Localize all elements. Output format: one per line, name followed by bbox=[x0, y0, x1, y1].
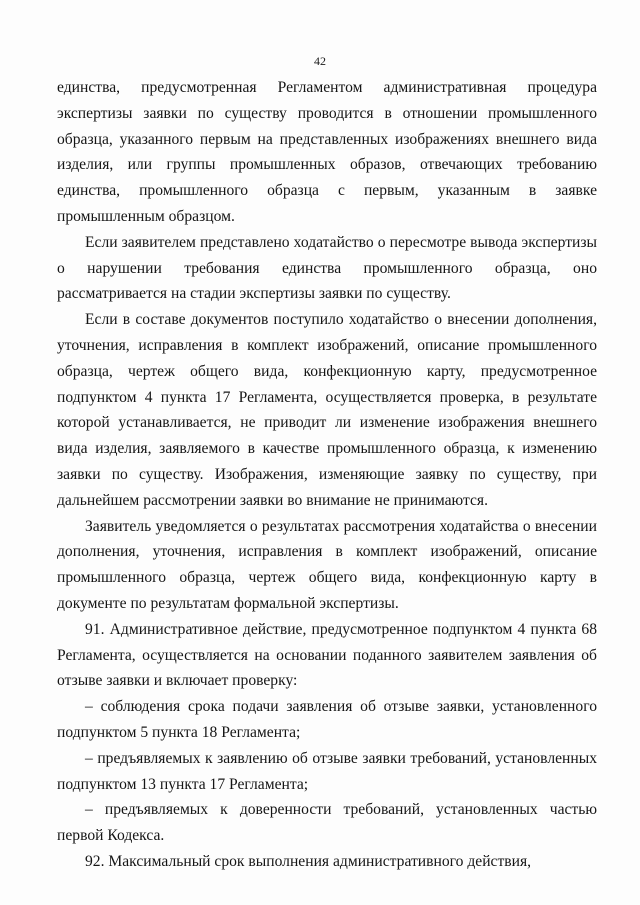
paragraph-continuation: единства, предусмотренная Регламентом административная процедура экспертизы заявки по существу проводится в отношении промышленного образца, указанного первым на представленных изображениях внешнего вида изделия, или группы промышленных образов, отвечающих требованию единства, промышленного образца с первым, указанным в заявке промышленным образцом. bbox=[57, 79, 597, 225]
list-item-application-requirements: – предъявляемых к заявлению об отзыве заявки требований, установленных подпунктом 13 пункта 17 Регламента; bbox=[57, 749, 597, 793]
paragraph-petition-amendment: Если в составе документов поступило ходатайство о внесении дополнения, уточнения, исправления в комплект изображений, описание промышленного образца, чертеж общего вида, конфекционную карту, предусмотренное подпунктом 4 пункта 17 Регламента, осуществляется проверка, в результате которой устанавливается, не приводит ли изменение изображения внешнего вида изделия, заявляемого в качестве промышленного образца, к изменению заявки по существу. Изображения, изменяющие заявку по существу, при дальнейшем рассмотрении заявки во внимание не принимаются. bbox=[57, 311, 597, 509]
paragraph-applicant-notification: Заявитель уведомляется о результатах рассмотрения ходатайства о внесении дополнения, уточнения, исправления в комплект изображений, описание промышленного образца, чертеж общего вида, конфекционную карту в документе по результатам формальной экспертизы. bbox=[57, 517, 597, 612]
paragraph-item-92: 92. Максимальный срок выполнения административного действия, bbox=[85, 852, 532, 870]
body-text bbox=[57, 75, 597, 875]
list-item-power-of-attorney: – предъявляемых к доверенности требований, установленных частью первой Кодекса. bbox=[57, 801, 597, 845]
list-item-deadline: – соблюдения срока подачи заявления об отзыве заявки, установленного подпунктом 5 пункта 18 Регламента; bbox=[57, 698, 597, 741]
paragraph-petition-unity: Если заявителем представлено ходатайство о пересмотре вывода экспертизы о нарушении требования единства промышленного образца, оно рассматривается на стадии экспертизы заявки по существу. bbox=[57, 233, 597, 303]
page-number: 42 bbox=[314, 54, 326, 68]
paragraph-item-91: 91. Административное действие, предусмотренное подпунктом 4 пункта 68 Регламента, осуществляется на основании поданного заявителем заявления об отзыве заявки и включает проверку: bbox=[57, 620, 597, 690]
